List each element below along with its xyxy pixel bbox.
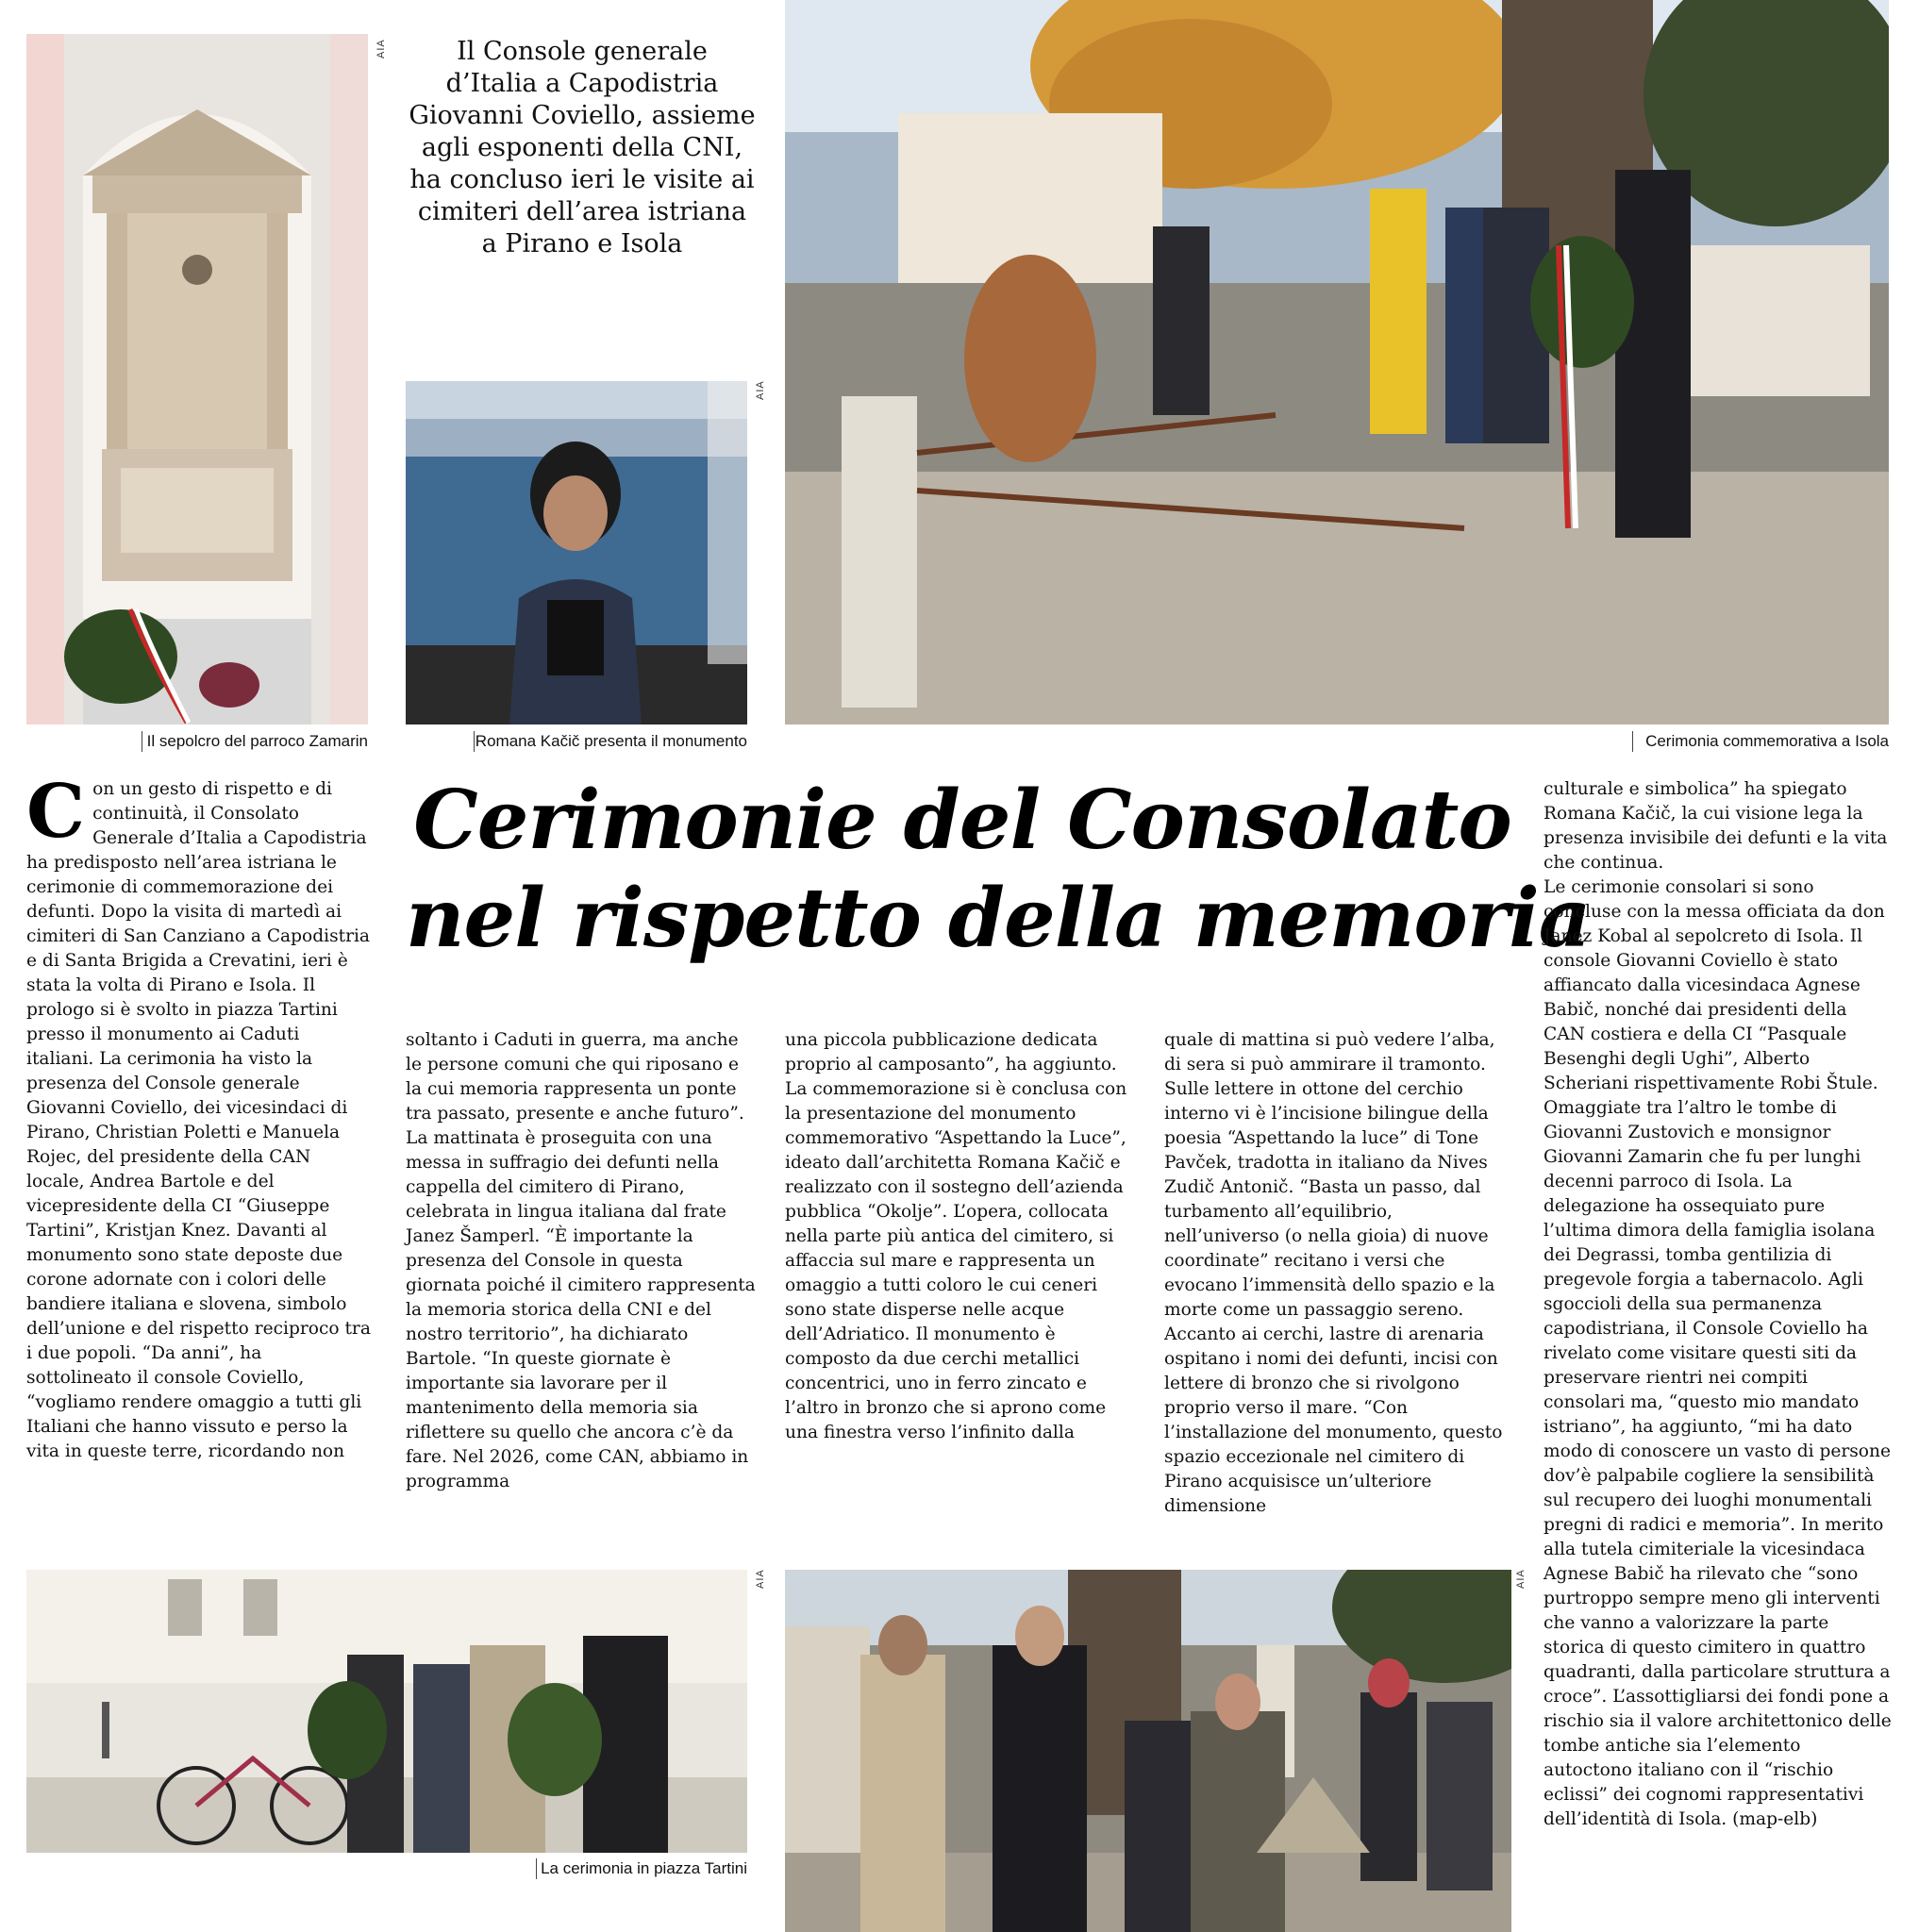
photo-piazza-tartini xyxy=(26,1570,747,1853)
article-column-4 xyxy=(1164,1028,1511,1519)
deck-text: Il Console generale d’Italia a Capodistria Giovanni Coviello, assieme agli esponenti della CNI, ha concluso ieri le visite ai cimiteri dell’area istriana a Pirano e Isola xyxy=(409,37,756,258)
article-paragraph: on un gesto di rispetto e di continuità, il Consolato Generale d’Italia a Capodistria ha predisposto nell’area istriana le cerimonie di commemorazione dei defunti. Dopo la visita di martedì ai cimiteri di San Canziano a Capodistria e di Santa Brigida a Crevatini, ieri è stata la volta di Pirano e Isola. Il prologo si è svolto in piazza Tartini presso il monumento ai Caduti italiani. La cerimonia ha visto la presenza del Console generale Giovanni Coviello, dei vicesindaci di Pirano, Christian Poletti e Manuela Rojec, del presidente della CAN locale, Andrea Bartole e del vicepresidente della CI “Giuseppe Tartini”, Kristjan Knez. Davanti al monumento sono state deposte due corone adornate con i colori delle bandiere italiana e slovena, simbolo dell’unione e del rispetto reciproco tra i due popoli. “Da anni”, ha sottolineato il console Coviello, “vogliamo rendere omaggio a tutti gli Italiani che hanno vissuto e perso la vita in queste terre, ricordando non xyxy=(26,779,371,1461)
article-paragraph: culturale e simbolica” ha spiegato Romana Kačič, la cui visione lega la presenza invisibile dei defunti e la vita che continua. xyxy=(1544,779,1888,873)
article-paragraph: La commemorazione si è conclusa con la presentazione del monumento commemorativo “Aspettando la Luce”, ideato dall’architetta Romana Kačič e realizzato con il sostegno dell’azienda pubblica “Okolje”. L’opera, collocata nella parte più antica del cimitero, si affaccia sul mare e rappresenta un omaggio a tutti coloro le cui ceneri sono state disperse nelle acque dell’Adriatico. Il monumento è composto da due cerchi metallici concentrici, uno in ferro zincato e l’altro in bronzo che si aprono come una finestra verso l’infinito dalla xyxy=(785,1079,1127,1442)
caption-rule xyxy=(1632,731,1633,752)
caption-kacic: Romana Kačič presenta il monumento xyxy=(475,732,747,750)
drop-cap: C xyxy=(26,769,86,855)
photo-cemetery-walk xyxy=(785,1570,1511,1932)
article-column-1 xyxy=(26,769,372,1464)
photo-credit: AIA xyxy=(755,1569,766,1589)
photo-credit: AIA xyxy=(755,380,766,400)
headline-line-1: Cerimonie del Consolato xyxy=(413,773,1511,868)
headline-line-2: nel rispetto della memoria xyxy=(406,871,1591,966)
photo-kacic xyxy=(406,381,747,724)
caption-tomb: Il sepolcro del parroco Zamarin xyxy=(146,732,368,750)
article-paragraph: una piccola pubblicazione dedicata proprio al camposanto”, ha aggiunto. xyxy=(785,1030,1117,1074)
photo-credit: AIA xyxy=(375,39,387,58)
article-column-5 xyxy=(1544,777,1893,1832)
photo-credit: AIA xyxy=(1515,1569,1527,1589)
headline xyxy=(406,772,1591,968)
article-paragraph: quale di mattina si può vedere l’alba, di sera si può ammirare il tramonto. Sulle lettere in ottone del cerchio interno vi è l’incisione bilingue della poesia “Aspettando la luce” di Tone Pavček, tradotta in italiano da Nives Zudič Antonič. “Basta un passo, dal turbamento all’equilibrio, nell’universo (o nella gioia) di nuove coordinate” recitano i versi che evocano l’immensità dello spazio e la morte come un passaggio sereno. Accanto ai cerchi, lastre di arenaria ospitano i nomi dei defunti, incisi con lettere di bronzo che si rivolgono proprio verso il mare. “Con l’installazione del monumento, questo spazio eccezionale nel cimitero di Pirano acquisisce un’ulteriore dimensione xyxy=(1164,1030,1503,1516)
article-column-2 xyxy=(406,1028,757,1494)
photo-tomb xyxy=(26,34,368,724)
photo-isola-ceremony xyxy=(785,0,1889,724)
caption-isola: Cerimonia commemorativa a Isola xyxy=(1645,732,1889,750)
article-paragraph: soltanto i Caduti in guerra, ma anche le persone comuni che qui riposano e la cui memoria rappresenta un ponte tra passato, presente e anche futuro”. xyxy=(406,1030,744,1124)
caption-tartini: La cerimonia in piazza Tartini xyxy=(541,1859,747,1877)
article-paragraph: Le cerimonie consolari si sono concluse con la messa officiata da don Janez Kobal al sepolcreto di Isola. Il console Giovanni Coviello è stato affiancato dalla vicesindaca Agnese Babič, nonché dai presidenti della CAN costiera e della CI “Pasquale Besenghi degli Ughi”, Alberto Scheriani rispettivamente Robi Štule. Omaggiate tra l’altro le tombe di Giovanni Zustovich e monsignor Giovanni Zamarin che fu per lunghi decenni parroco di Isola. La delegazione ha ossequiato pure l’ultima dimora della famiglia isolana dei Degrassi, tomba gentilizia di pregevole forgia a tabernacolo. Agli sgoccioli della sua permanenza capodistriana, il Console Coviello ha rivelato come visitare questi siti da preservare rientri nei compiti consolari ma, “questo mio mandato istriano”, ha aggiunto, “mi ha dato modo di conoscere un vasto di persone dov’è palpabile cogliere la sensibilità sul recupero dei luoghi monumentali pregni di radici e memoria”. In merito alla tutela cimiteriale la vicesindaca Agnese Babič ha rilevato che “sono purtroppo sempre meno gli interventi che vanno a valorizzare la parte storica di questo cimitero in quattro quadranti, dalla particolare struttura a croce”. L’assottigliarsi dei fondi pone a rischio sia il valore architettonico delle tombe antiche sia l’elemento autoctono italiano con il “rischio eclissi” dei cognomi rappresentativi dell’identità di Isola. (map-elb) xyxy=(1544,877,1892,1829)
article-paragraph: La mattinata è proseguita con una messa in suffragio dei defunti nella cappella del cimitero di Pirano, celebrata in lingua italiana dal frate Janez Šamperl. “È importante la presenza del Console in questa giornata poiché il cimitero rappresenta la memoria storica della CNI e del nostro territorio”, ha dichiarato Bartole. “In queste giornate è importante sia lavorare per il mantenimento della memoria sia riflettere su quello che ancora c’è da fare. Nel 2026, come CAN, abbiamo in programma xyxy=(406,1128,756,1491)
article-column-3 xyxy=(785,1028,1136,1445)
caption-rule xyxy=(536,1858,537,1879)
